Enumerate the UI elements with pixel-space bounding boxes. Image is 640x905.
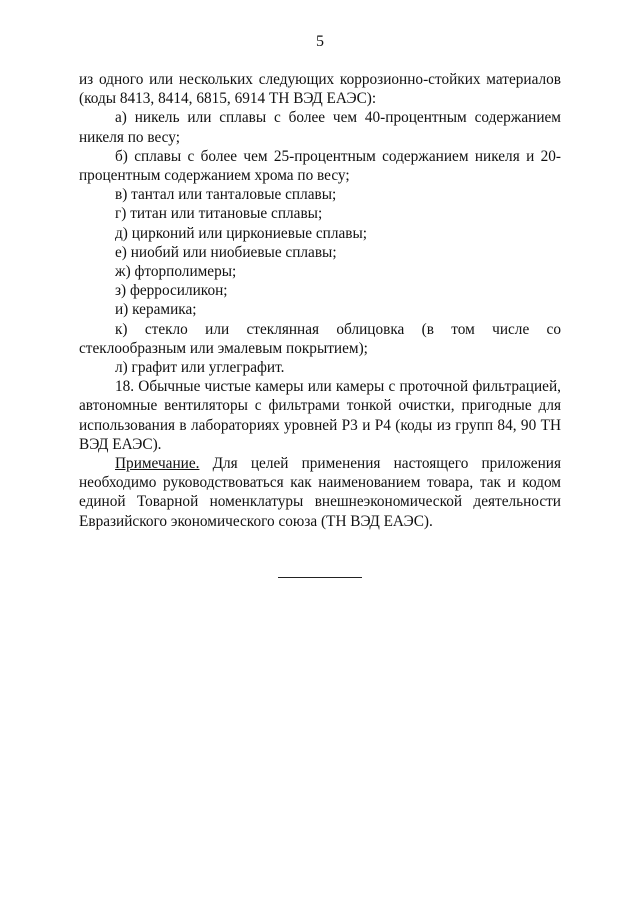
list-item-zh: ж) фторполимеры; xyxy=(115,263,237,281)
list-item-v: в) тантал или танталовые сплавы; xyxy=(115,186,337,204)
list-item-l: л) графит или углеграфит. xyxy=(115,359,285,377)
page-number: 5 xyxy=(316,33,324,50)
note-text: Для целей применения настоящего приложения необходимо руководствоваться как наименованием товара, так и кодом единой Товарной номенклатуры внешнеэкономической деятельности Евразийского экономического союза (ТН ВЭД ЕАЭС). xyxy=(79,455,561,530)
document-body xyxy=(79,70,561,531)
end-divider xyxy=(278,577,362,578)
list-item-k: к) стекло или стеклянная облицовка (в том числе со стеклообразным или эмалевым покрытием); xyxy=(79,320,561,357)
item-18-paragraph: 18. Обычные чистые камеры или камеры с проточной фильтрацией, автономные вентиляторы с фильтрами тонкой очистки, пригодные для использования в лабораториях уровней Р3 и Р4 (коды из групп 84, 90 ТН ВЭД ЕАЭС). xyxy=(79,378,561,453)
list-item-g: г) титан или титановые сплавы; xyxy=(115,205,323,223)
list-item-a: а) никель или сплавы с более чем 40-процентным содержанием никеля по весу; xyxy=(79,109,561,146)
note-label: Примечание. xyxy=(115,455,200,473)
note-paragraph xyxy=(79,454,561,531)
intro-paragraph: из одного или нескольких следующих коррозионно-стойких материалов (коды 8413, 8414, 6815, 6914 ТН ВЭД ЕАЭС): xyxy=(79,71,561,108)
list-item-d: д) цирконий или циркониевые сплавы; xyxy=(115,224,367,242)
list-item-z: з) ферросиликон; xyxy=(115,282,228,300)
list-item-i: и) керамика; xyxy=(115,301,197,319)
list-item-b: б) сплавы с более чем 25-процентным содержанием никеля и 20-процентным содержанием хрома по весу; xyxy=(79,147,561,185)
list-item-e: е) ниобий или ниобиевые сплавы; xyxy=(115,243,337,261)
